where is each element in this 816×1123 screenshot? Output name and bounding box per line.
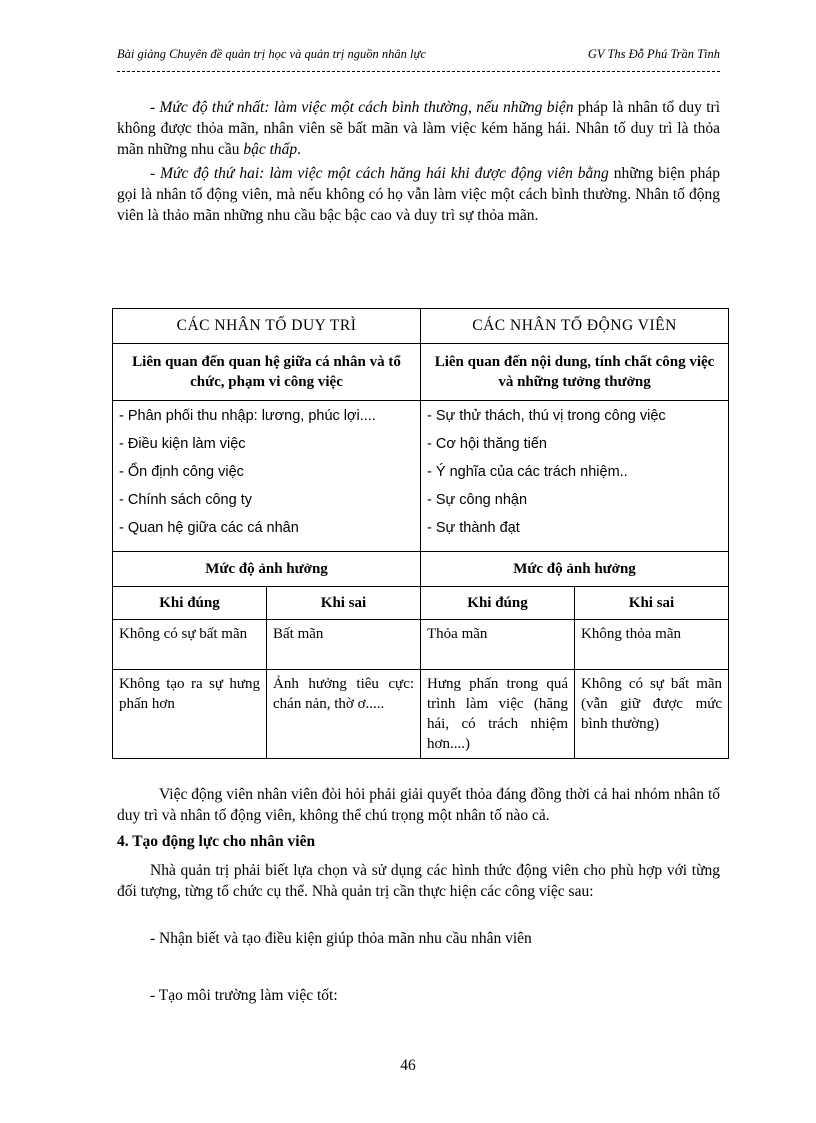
table-cell: Không có sự bất mãn <box>113 620 267 670</box>
maintenance-factors-title: CÁC NHÂN TỐ DUY TRÌ <box>113 309 421 344</box>
bullet-work-environment: - Tạo môi trường làm việc tốt: <box>150 987 338 1004</box>
list-item: - Quan hệ giữa các cá nhân <box>119 520 299 536</box>
motivation-factors-list <box>421 401 729 552</box>
table-cell: Thỏa mãn <box>421 620 575 670</box>
table-cell: Ảnh hưởng tiêu cực: chán nản, thờ ơ..... <box>267 670 421 759</box>
paragraph-manager-role: Nhà quản trị phải biết lựa chọn và sử dụng các hình thức động viên cho phù hợp với từng đối tượng, từng tổ chức cụ thể. Nhà quản trị cần thực hiện các công việc sau: <box>117 862 720 900</box>
list-item: - Điều kiện làm việc <box>119 436 246 452</box>
level-one-text: pháp là nhân tố duy trì không được thỏa mãn, nhân viên sẽ bất mãn và làm việc kém hăng hái. Nhân tố duy trì là thỏa mãn những nhu cầu <box>117 99 720 158</box>
level-one-end: bậc thấp <box>243 141 298 158</box>
table-cell: Không tạo ra sự hưng phấn hơn <box>113 670 267 759</box>
list-item: - Sự công nhận <box>427 492 528 508</box>
motivation-factors-title: CÁC NHÂN TỐ ĐỘNG VIÊN <box>421 309 729 344</box>
motivation-when-right: Khi đúng <box>421 587 575 620</box>
maintenance-when-right: Khi đúng <box>113 587 267 620</box>
page-number: 46 <box>400 1057 416 1074</box>
header-author: GV Ths Đỗ Phú Trần Tình <box>587 47 720 61</box>
bullet-identify-needs: - Nhận biết và tạo điều kiện giúp thỏa mãn nhu cầu nhân viên <box>150 930 532 947</box>
header-course-title: Bài giảng Chuyên đề quản trị học và quản trị nguồn nhân lực <box>117 47 426 61</box>
header-divider <box>117 71 720 72</box>
list-item: - Sự thử thách, thú vị trong công việc <box>427 408 666 424</box>
maintenance-factors-description: Liên quan đến quan hệ giữa cá nhân và tổ chức, phạm vi công việc <box>113 344 421 401</box>
motivation-factors-description: Liên quan đến nội dung, tính chất công việc và những tưởng thưởng <box>421 344 729 401</box>
table-cell: Hưng phấn trong quá trình làm việc (hăng hái, có trách nhiệm hơn....) <box>421 670 575 759</box>
level-one-lead: - Mức độ thứ nhất: làm việc một cách bình thường, nếu những biện <box>150 99 574 116</box>
list-item: - Phân phối thu nhập: lương, phúc lợi.... <box>119 408 376 424</box>
section-heading: 4. Tạo động lực cho nhân viên <box>117 833 316 850</box>
factors-table <box>112 308 729 759</box>
table-row <box>113 620 729 670</box>
list-item: - Chính sách công ty <box>119 492 252 508</box>
maintenance-impact-header: Mức độ ảnh hưởng <box>113 552 421 587</box>
level-two-text: những biện pháp gọi là nhân tố động viên, mà nếu không có họ vẫn làm việc một cách bình thường. Nhân tố động viên là thảo mãn những nhu cầu bậc bậc cao và duy trì sự thỏa mãn. <box>117 165 720 224</box>
table-cell: Bất mãn <box>267 620 421 670</box>
table-cell: Không có sự bất mãn (vẫn giữ được mức bình thường) <box>575 670 729 759</box>
table-row <box>113 670 729 759</box>
table-cell: Không thỏa mãn <box>575 620 729 670</box>
paragraph-level-two <box>117 163 720 226</box>
list-item: - Sự thành đạt <box>427 520 520 536</box>
list-item: - Ổn định công việc <box>119 464 244 480</box>
list-item: - Ý nghĩa của các trách nhiệm.. <box>427 464 628 480</box>
motivation-when-wrong: Khi sai <box>575 587 729 620</box>
motivation-impact-header: Mức độ ảnh hưởng <box>421 552 729 587</box>
maintenance-when-wrong: Khi sai <box>267 587 421 620</box>
paragraph-level-one: - Mức độ thứ nhất: làm việc một cách bình thường, nếu những biện pháp là nhân tố duy trì không được thỏa mãn, nhân viên sẽ bất mãn và làm việc kém hăng hái. Nhân tố duy trì là thỏa mãn những nhu cầu bậc thấp. <box>117 99 720 158</box>
maintenance-factors-list <box>113 401 421 552</box>
page-header <box>117 47 720 65</box>
level-two-lead: - Mức độ thứ hai: làm việc một cách hăng hái khi được động viên bằng <box>150 165 609 182</box>
list-item: - Cơ hội thăng tiến <box>427 436 547 452</box>
paragraph-conclusion: Việc động viên nhân viên đòi hỏi phải giải quyết thỏa đáng đồng thời cả hai nhóm nhân tố duy trì và nhân tố động viên, không thể chú trọng một nhân tố nào cả. <box>117 786 720 824</box>
